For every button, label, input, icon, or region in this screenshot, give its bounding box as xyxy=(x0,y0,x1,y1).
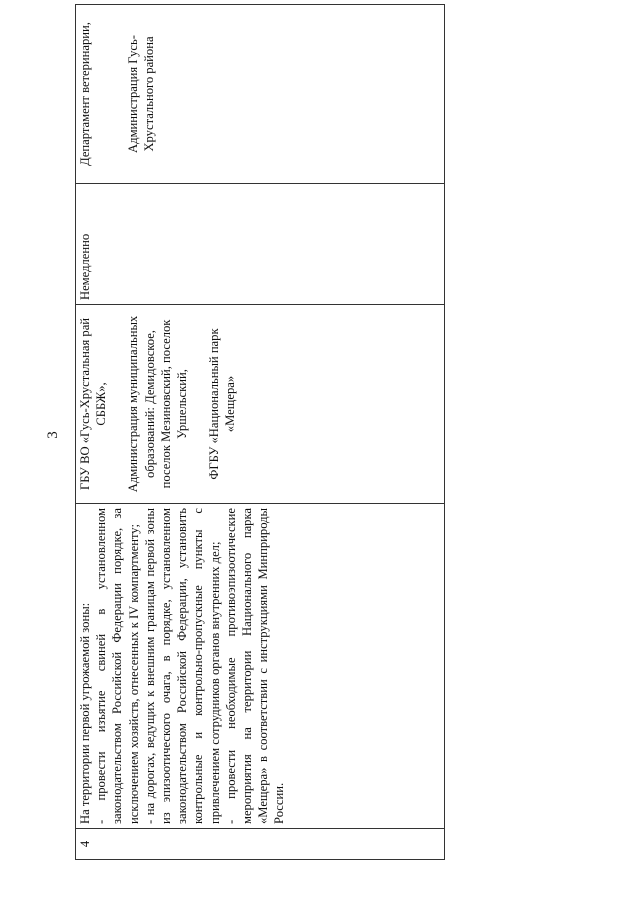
rotated-table-container xyxy=(75,10,445,860)
executors-cell xyxy=(76,305,445,504)
spacer xyxy=(109,9,125,179)
measures-table xyxy=(75,4,445,860)
measures-cell xyxy=(76,504,445,829)
measure-item: - провести необходимые противоэпизоотические мероприятия на территории Национального парка «Мещера» в соответствии с инструкциями Минприроды России. xyxy=(223,508,287,824)
spacer xyxy=(93,9,109,179)
table-row xyxy=(76,5,445,860)
measure-item: - на дорогах, ведущих к внешним границам первой зоны из эпизоотического очага, в порядке, установленном законодательством Российской Федерации, установить контрольные и контрольно-пропускные пункты с привлечением сотрудников органов внутренних дел; xyxy=(142,508,222,824)
executor-item: ГБУ ВО «Гусь-Хрустальная рай СББЖ», xyxy=(78,317,109,491)
responsible-item: Администрация Гусь-Хрустального района xyxy=(126,35,157,153)
page-number: 3 xyxy=(45,431,61,439)
measure-item: - провести изъятие свиней в установленном законодательством Российской Федерации порядке, за исключением хозяйств, отнесенных к IV компартменту; xyxy=(94,508,141,824)
term-value: Немедленно xyxy=(78,233,92,300)
executor-item: Администрация муниципальных образований: Демидовское, поселок Мезиновский, поселок Уршельский, xyxy=(126,315,190,493)
executor-item: ФГБУ «Национальный парк «Мещера» xyxy=(207,328,238,480)
spacer xyxy=(109,309,125,499)
responsible-cell xyxy=(76,5,445,184)
term-cell xyxy=(76,184,445,305)
responsible-item: Департамент ветеринарии, xyxy=(78,22,92,166)
page-number-container xyxy=(45,10,65,860)
measures-heading: На территории первой угрожаемой зоны: xyxy=(78,602,92,824)
row-number: 4 xyxy=(78,840,92,848)
spacer xyxy=(190,309,206,499)
row-number-cell xyxy=(76,829,445,860)
